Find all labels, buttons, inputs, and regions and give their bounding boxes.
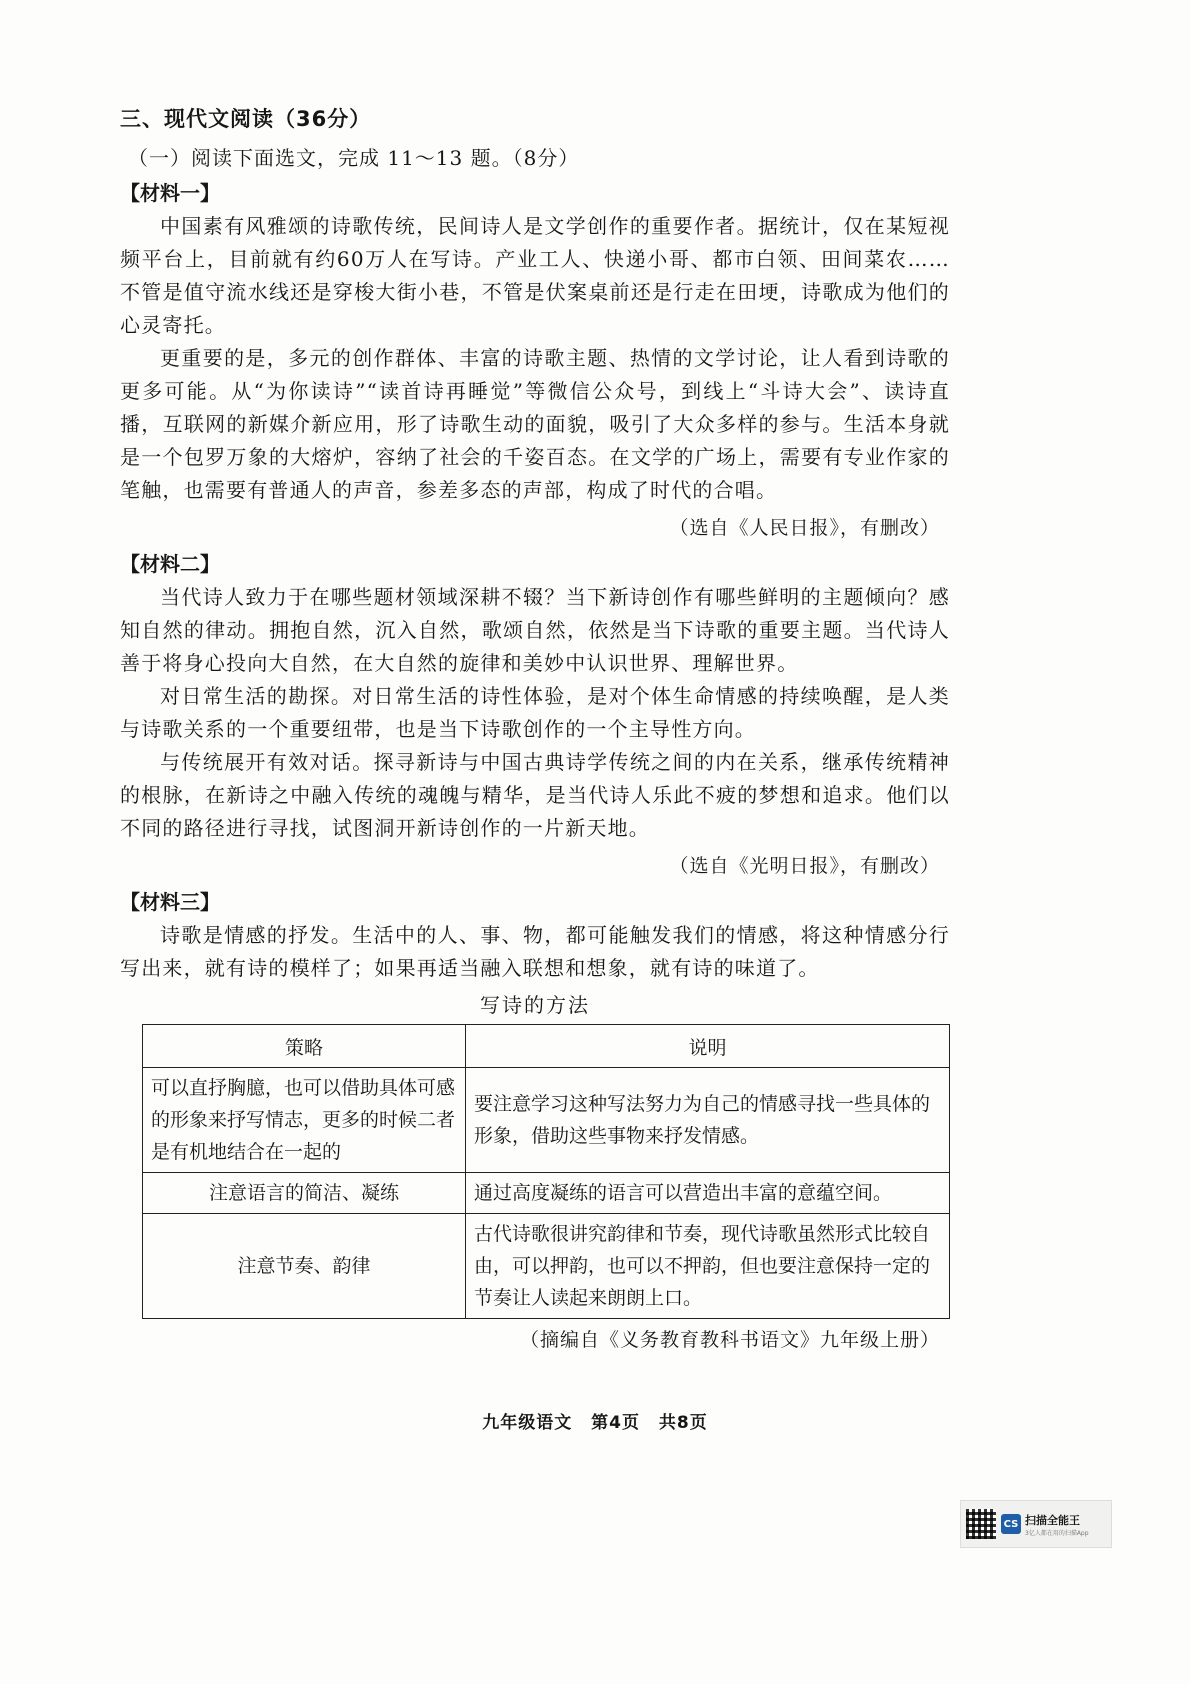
material-1-label: 【材料一】	[120, 181, 220, 205]
table-title: 写诗的方法	[480, 993, 590, 1017]
material-2-paragraph: 与传统展开有效对话。探寻新诗与中国古典诗学传统之间的内在关系，继承传统精神的根脉，在新诗之中融入传统的魂魄与精华，是当代诗人乐此不疲的梦想和追求。他们以不同的路径进行寻找，试图洞开新诗创作的一片新天地。	[120, 750, 950, 840]
section-title: 三、现代文阅读（36分）	[120, 107, 372, 131]
footer-subject: 九年级语文	[482, 1413, 573, 1433]
page-footer	[0, 1408, 1190, 1433]
strategy-cell: 注意节奏、韵律	[143, 1214, 466, 1319]
material-2-source: （选自《光明日报》，有删改）	[669, 855, 940, 877]
qr-code-icon	[966, 1509, 996, 1539]
description-cell: 古代诗歌很讲究韵律和节奏，现代诗歌虽然形式比较自由，可以押韵，也可以不押韵，但也要注意保持一定的节奏让人读起来朗朗上口。	[466, 1214, 950, 1319]
material-2-paragraph: 对日常生活的勘探。对日常生活的诗性体验，是对个体生命情感的持续唤醒，是人类与诗歌关系的一个重要纽带，也是当下诗歌创作的一个主导性方向。	[120, 684, 950, 741]
poetry-methods-table	[142, 1024, 950, 1319]
material-3-label: 【材料三】	[120, 890, 220, 914]
material-2-paragraph: 当代诗人致力于在哪些题材领域深耕不辍？当下新诗创作有哪些鲜明的主题倾向？感知自然的律动。拥抱自然，沉入自然，歌颂自然，依然是当下诗歌的重要主题。当代诗人善于将身心投向大自然，在大自然的旋律和美妙中认识世界、理解世界。	[120, 585, 950, 675]
strategy-cell: 注意语言的简洁、凝练	[143, 1173, 466, 1214]
table-header-description: 说明	[466, 1025, 950, 1068]
description-cell: 通过高度凝练的语言可以营造出丰富的意蕴空间。	[466, 1173, 950, 1214]
table-row	[143, 1068, 950, 1173]
description-cell: 要注意学习这种写法努力为自己的情感寻找一些具体的形象，借助这些事物来抒发情感。	[466, 1068, 950, 1173]
camscanner-logo-icon: CS	[1001, 1514, 1021, 1534]
question-instruction: （一）阅读下面选文，完成 11～13 题。（8分）	[128, 146, 580, 170]
scanner-watermark	[960, 1500, 1112, 1548]
footer-page-number: 第4页	[591, 1413, 640, 1433]
watermark-tagline: 3亿人都在用的扫描App	[1025, 1529, 1089, 1537]
strategy-cell: 可以直抒胸臆，也可以借助具体可感的形象来抒写情志，更多的时候二者是有机地结合在一起的	[143, 1068, 466, 1173]
material-1-paragraph: 中国素有风雅颂的诗歌传统，民间诗人是文学创作的重要作者。据统计，仅在某短视频平台上，目前就有约60万人在写诗。产业工人、快递小哥、都市白领、田间菜农……不管是值守流水线还是穿梭大街小巷，不管是伏案桌前还是行走在田埂，诗歌成为他们的心灵寄托。	[120, 214, 950, 337]
footer-total-pages: 共8页	[658, 1413, 708, 1433]
material-3-source: （摘编自《义务教育教科书语文》九年级上册）	[519, 1329, 940, 1351]
material-2-label: 【材料二】	[120, 552, 220, 576]
table-row	[143, 1173, 950, 1214]
exam-page	[120, 103, 950, 1360]
material-1-paragraph: 更重要的是，多元的创作群体、丰富的诗歌主题、热情的文学讨论，让人看到诗歌的更多可能。从“为你读诗”“读首诗再睡觉”等微信公众号，到线上“斗诗大会”、读诗直播，互联网的新媒介新应用，形了诗歌生动的面貌，吸引了大众多样的参与。生活本身就是一个包罗万象的大熔炉，容纳了社会的千姿百态。在文学的广场上，需要有专业作家的笔触，也需要有普通人的声音，参差多态的声部，构成了时代的合唱。	[120, 346, 950, 502]
watermark-app-name: 扫描全能王	[1025, 1513, 1080, 1527]
table-header-row	[143, 1025, 950, 1068]
material-3-paragraph: 诗歌是情感的抒发。生活中的人、事、物，都可能触发我们的情感，将这种情感分行写出来，就有诗的模样了；如果再适当融入联想和想象，就有诗的味道了。	[120, 923, 950, 980]
watermark-text	[1025, 1512, 1089, 1537]
material-1-source: （选自《人民日报》，有删改）	[669, 517, 940, 539]
table-header-strategy: 策略	[143, 1025, 466, 1068]
table-row	[143, 1214, 950, 1319]
